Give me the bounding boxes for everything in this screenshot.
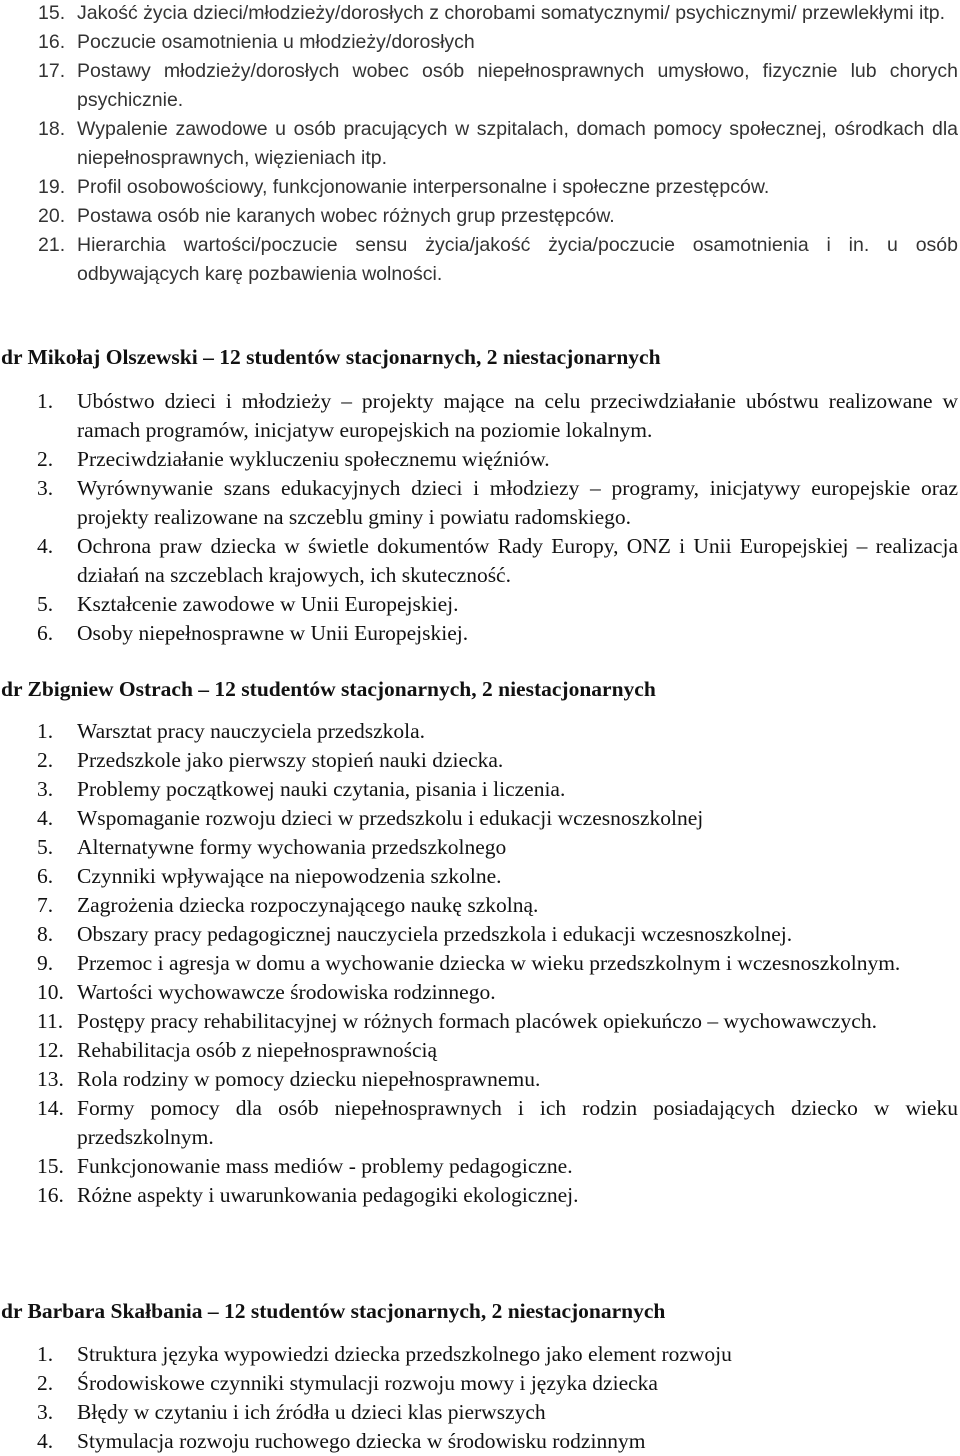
item-text: Ochrona praw dziecka w świetle dokumentów Rady Europy, ONZ i Unii Europejskiej – realizacja działań na szczeblach krajowych, ich skuteczność. bbox=[77, 534, 958, 587]
item-text: Wypalenie zawodowe u osób pracujących w szpitalach, domach pomocy społecznej, ośrodkach dla niepełnosprawnych, więzieniach itp. bbox=[77, 118, 958, 169]
item-number: 5. bbox=[37, 592, 54, 616]
list-item bbox=[0, 1340, 960, 1369]
topic-list-skalbania bbox=[0, 1340, 960, 1456]
list-item bbox=[0, 804, 960, 833]
item-text: Postępy pracy rehabilitacyjnej w różnych formach placówek opiekuńczo – wychowawczych. bbox=[77, 1009, 877, 1033]
item-number: 1. bbox=[37, 1342, 54, 1366]
item-text: Różne aspekty i uwarunkowania pedagogiki ekologicznej. bbox=[77, 1183, 579, 1207]
list-item bbox=[0, 1065, 960, 1094]
item-text: Przedszkole jako pierwszy stopień nauki dziecka. bbox=[77, 748, 504, 772]
item-text: Obszary pracy pedagogicznej nauczyciela przedszkola i edukacji wczesnoszkolnej. bbox=[77, 922, 793, 946]
item-number: 19. bbox=[38, 176, 66, 198]
item-number: 1. bbox=[37, 719, 54, 743]
list-item bbox=[0, 115, 960, 173]
item-number: 16. bbox=[37, 1183, 64, 1207]
item-text: Hierarchia wartości/poczucie sensu życia/jakość życia/poczucie osamotnienia i in. u osób odbywających karę pozbawienia wolności. bbox=[77, 234, 958, 285]
item-text: Wyrównywanie szans edukacyjnych dzieci i młodziezy – programy, inicjatywy europejskie oraz projekty realizowane na szczeblu gminy i powiatu radomskiego. bbox=[77, 476, 958, 529]
topic-list-intro bbox=[0, 0, 960, 289]
list-item bbox=[0, 978, 960, 1007]
item-number: 7. bbox=[37, 893, 54, 917]
item-number: 6. bbox=[37, 864, 54, 888]
item-text: Środowiskowe czynniki stymulacji rozwoju mowy i języka dziecka bbox=[77, 1371, 658, 1395]
list-item bbox=[0, 28, 960, 57]
list-item bbox=[0, 1369, 960, 1398]
list-item bbox=[0, 173, 960, 202]
list-item bbox=[0, 445, 960, 474]
item-text: Wartości wychowawcze środowiska rodzinnego. bbox=[77, 980, 496, 1004]
item-text: Czynniki wpływające na niepowodzenia szkolne. bbox=[77, 864, 502, 888]
list-item bbox=[0, 717, 960, 746]
list-item bbox=[0, 231, 960, 289]
list-item bbox=[0, 1427, 960, 1456]
section-heading-ostrach: dr Zbigniew Ostrach – 12 studentów stacjonarnych, 2 niestacjonarnych bbox=[1, 677, 656, 701]
topic-list-ostrach bbox=[0, 717, 960, 1210]
list-item bbox=[0, 891, 960, 920]
item-number: 15. bbox=[38, 2, 66, 24]
item-text: Jakość życia dzieci/młodzieży/dorosłych z chorobami somatycznymi/ psychicznymi/ przewlekłymi itp. bbox=[77, 2, 946, 24]
topic-list-olszewski bbox=[0, 387, 960, 648]
item-text: Profil osobowościowy, funkcjonowanie interpersonalne i społeczne przestępców. bbox=[77, 176, 770, 198]
item-number: 2. bbox=[37, 447, 54, 471]
item-number: 2. bbox=[37, 1371, 54, 1395]
item-text: Wspomaganie rozwoju dzieci w przedszkolu i edukacji wczesnoszkolnej bbox=[77, 806, 704, 830]
item-number: 1. bbox=[37, 389, 54, 413]
item-text: Przeciwdziałanie wykluczeniu społecznemu więźniów. bbox=[77, 447, 550, 471]
list-item bbox=[0, 1398, 960, 1427]
list-item bbox=[0, 1094, 960, 1152]
item-number: 3. bbox=[37, 1400, 54, 1424]
section-heading-olszewski: dr Mikołaj Olszewski – 12 studentów stacjonarnych, 2 niestacjonarnych bbox=[1, 345, 661, 369]
item-number: 20. bbox=[38, 205, 66, 227]
item-number: 11. bbox=[37, 1009, 64, 1033]
list-item bbox=[0, 1152, 960, 1181]
list-item bbox=[0, 1036, 960, 1065]
list-item bbox=[0, 619, 960, 648]
list-item bbox=[0, 202, 960, 231]
item-number: 17. bbox=[38, 60, 66, 82]
item-number: 3. bbox=[37, 777, 54, 801]
item-number: 14. bbox=[37, 1096, 64, 1120]
item-text: Zagrożenia dziecka rozpoczynającego naukę szkolną. bbox=[77, 893, 539, 917]
item-text: Stymulacja rozwoju ruchowego dziecka w środowisku rodzinnym bbox=[77, 1429, 646, 1453]
list-item bbox=[0, 57, 960, 115]
item-text: Poczucie osamotnienia u młodzieży/dorosłych bbox=[77, 31, 475, 53]
list-item bbox=[0, 949, 960, 978]
item-text: Postawa osób nie karanych wobec różnych grup przestępców. bbox=[77, 205, 615, 227]
list-item bbox=[0, 775, 960, 804]
item-text: Ubóstwo dzieci i młodzieży – projekty mające na celu przeciwdziałanie ubóstwu realizowane w ramach programów, inicjatyw europejskich na poziomie lokalnym. bbox=[77, 389, 958, 442]
item-number: 4. bbox=[37, 1429, 54, 1453]
list-item bbox=[0, 590, 960, 619]
item-number: 12. bbox=[37, 1038, 64, 1062]
list-item bbox=[0, 1181, 960, 1210]
item-number: 4. bbox=[37, 806, 54, 830]
list-item bbox=[0, 474, 960, 532]
item-text: Osoby niepełnosprawne w Unii Europejskiej. bbox=[77, 621, 469, 645]
list-item bbox=[0, 833, 960, 862]
item-number: 16. bbox=[38, 31, 66, 53]
list-item bbox=[0, 532, 960, 590]
item-number: 9. bbox=[37, 951, 54, 975]
item-number: 10. bbox=[37, 980, 64, 1004]
item-number: 3. bbox=[37, 476, 54, 500]
list-item bbox=[0, 920, 960, 949]
item-number: 6. bbox=[37, 621, 54, 645]
item-number: 15. bbox=[37, 1154, 64, 1178]
item-text: Rehabilitacja osób z niepełnosprawnością bbox=[77, 1038, 438, 1062]
section-heading-skalbania: dr Barbara Skałbania – 12 studentów stacjonarnych, 2 niestacjonarnych bbox=[1, 1299, 666, 1323]
item-number: 13. bbox=[37, 1067, 64, 1091]
list-item bbox=[0, 746, 960, 775]
item-number: 18. bbox=[38, 118, 66, 140]
item-text: Alternatywne formy wychowania przedszkolnego bbox=[77, 835, 507, 859]
item-text: Kształcenie zawodowe w Unii Europejskiej. bbox=[77, 592, 459, 616]
item-text: Formy pomocy dla osób niepełnosprawnych i ich rodzin posiadających dziecko w wieku przedszkolnym. bbox=[77, 1096, 958, 1149]
item-text: Problemy początkowej nauki czytania, pisania i liczenia. bbox=[77, 777, 566, 801]
item-text: Warsztat pracy nauczyciela przedszkola. bbox=[77, 719, 426, 743]
item-number: 21. bbox=[38, 234, 66, 256]
item-text: Błędy w czytaniu i ich źródła u dzieci klas pierwszych bbox=[77, 1400, 546, 1424]
item-number: 5. bbox=[37, 835, 54, 859]
item-number: 4. bbox=[37, 534, 54, 558]
item-number: 8. bbox=[37, 922, 54, 946]
item-text: Rola rodziny w pomocy dziecku niepełnosprawnemu. bbox=[77, 1067, 541, 1091]
item-text: Przemoc i agresja w domu a wychowanie dziecka w wieku przedszkolnym i wczesnoszkolnym. bbox=[77, 951, 901, 975]
item-number: 2. bbox=[37, 748, 54, 772]
list-item bbox=[0, 0, 960, 28]
list-item bbox=[0, 1007, 960, 1036]
item-text: Postawy młodzieży/dorosłych wobec osób niepełnosprawnych umysłowo, fizycznie lub chorych psychicznie. bbox=[77, 60, 958, 111]
item-text: Funkcjonowanie mass mediów - problemy pedagogiczne. bbox=[77, 1154, 573, 1178]
list-item bbox=[0, 862, 960, 891]
item-text: Struktura języka wypowiedzi dziecka przedszkolnego jako element rozwoju bbox=[77, 1342, 732, 1366]
list-item bbox=[0, 387, 960, 445]
